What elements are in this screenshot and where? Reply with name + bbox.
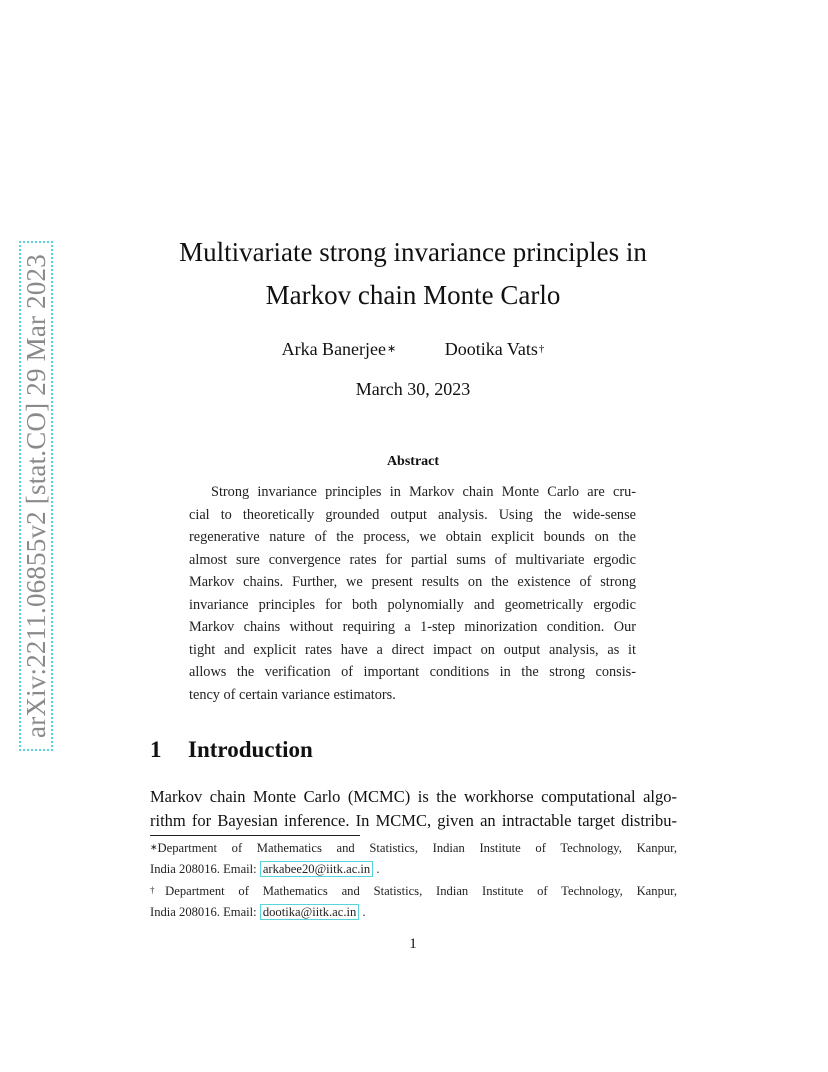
abstract-line: tency of certain variance estimators. [189,686,396,703]
author-name: Dootika Vats [444,339,538,359]
publication-date: March 30, 2023 [355,379,471,399]
abstract-heading: Abstract [386,454,440,469]
abstract-line: cial to theoretically grounded output analysis. Using the wide-sense [189,506,636,523]
footnote-mark: ∗ [387,343,397,355]
body-line: Markov chain Monte Carlo (MCMC) is the workhorse computational algo- [150,787,677,806]
abstract-text [189,481,636,706]
footnote [150,881,677,922]
footnote-mark: † [538,343,545,355]
author [445,339,545,360]
author-name: Arka Banerjee [281,339,387,359]
footnote-line [150,838,677,859]
footnotes [150,838,677,924]
footnote-suffix: . [359,905,366,919]
abstract-line: Markov chains without requiring a 1-step minorization condition. Our [189,619,636,635]
footnote [150,838,677,879]
footnote-affiliation: Department of Mathematics and Statistics, Indian Institute of Technology, Kanpur, [165,884,678,898]
abstract-line: allows the verification of important conditions in the strong consis- [189,664,636,680]
author-list [150,339,676,360]
paper-title [150,231,676,317]
introduction-text [150,785,677,833]
footnote-line [150,902,677,922]
section-heading [150,737,313,763]
footnote-address: India 208016. Email: [150,862,260,876]
abstract-line: almost sure convergence rates for partial sums of multivariate ergodic [189,551,636,568]
title-line: Multivariate strong invariance principles in [179,237,647,267]
abstract-line: tight and explicit rates have a direct impact on output analysis, as it [189,641,636,658]
body-line: rithm for Bayesian inference. In MCMC, given an intractable target distribu- [150,811,677,830]
email-link[interactable]: dootika@iitk.ac.in [260,904,359,920]
footnote-mark: ∗ [150,842,158,852]
footnote-divider [150,835,360,836]
footnote-suffix: . [373,862,380,876]
abstract-line: regenerative nature of the process, we obtain explicit bounds on the [189,529,636,545]
footnote-mark: † [150,885,166,895]
arxiv-identifier-stamp: arXiv:2211.06855v2 [stat.CO] 29 Mar 2023 [19,241,53,751]
section-number: 1 [150,737,162,762]
footnote-line [150,859,677,879]
abstract-line: Markov chains. Further, we present results on the existence of strong [189,574,636,590]
abstract-line: invariance principles for both polynomially and geometrically ergodic [189,596,636,613]
author [282,339,397,360]
section-title: Introduction [188,737,313,762]
footnote-line [150,881,677,902]
abstract-line: Strong invariance principles in Markov chain Monte Carlo are cru- [211,484,636,500]
footnote-address: India 208016. Email: [150,905,260,919]
email-link[interactable]: arkabee20@iitk.ac.in [260,861,373,877]
title-line: Markov chain Monte Carlo [265,280,561,310]
page-number: 1 [409,936,417,952]
footnote-affiliation: Department of Mathematics and Statistics, Indian Institute of Technology, Kanpur, [157,841,677,855]
